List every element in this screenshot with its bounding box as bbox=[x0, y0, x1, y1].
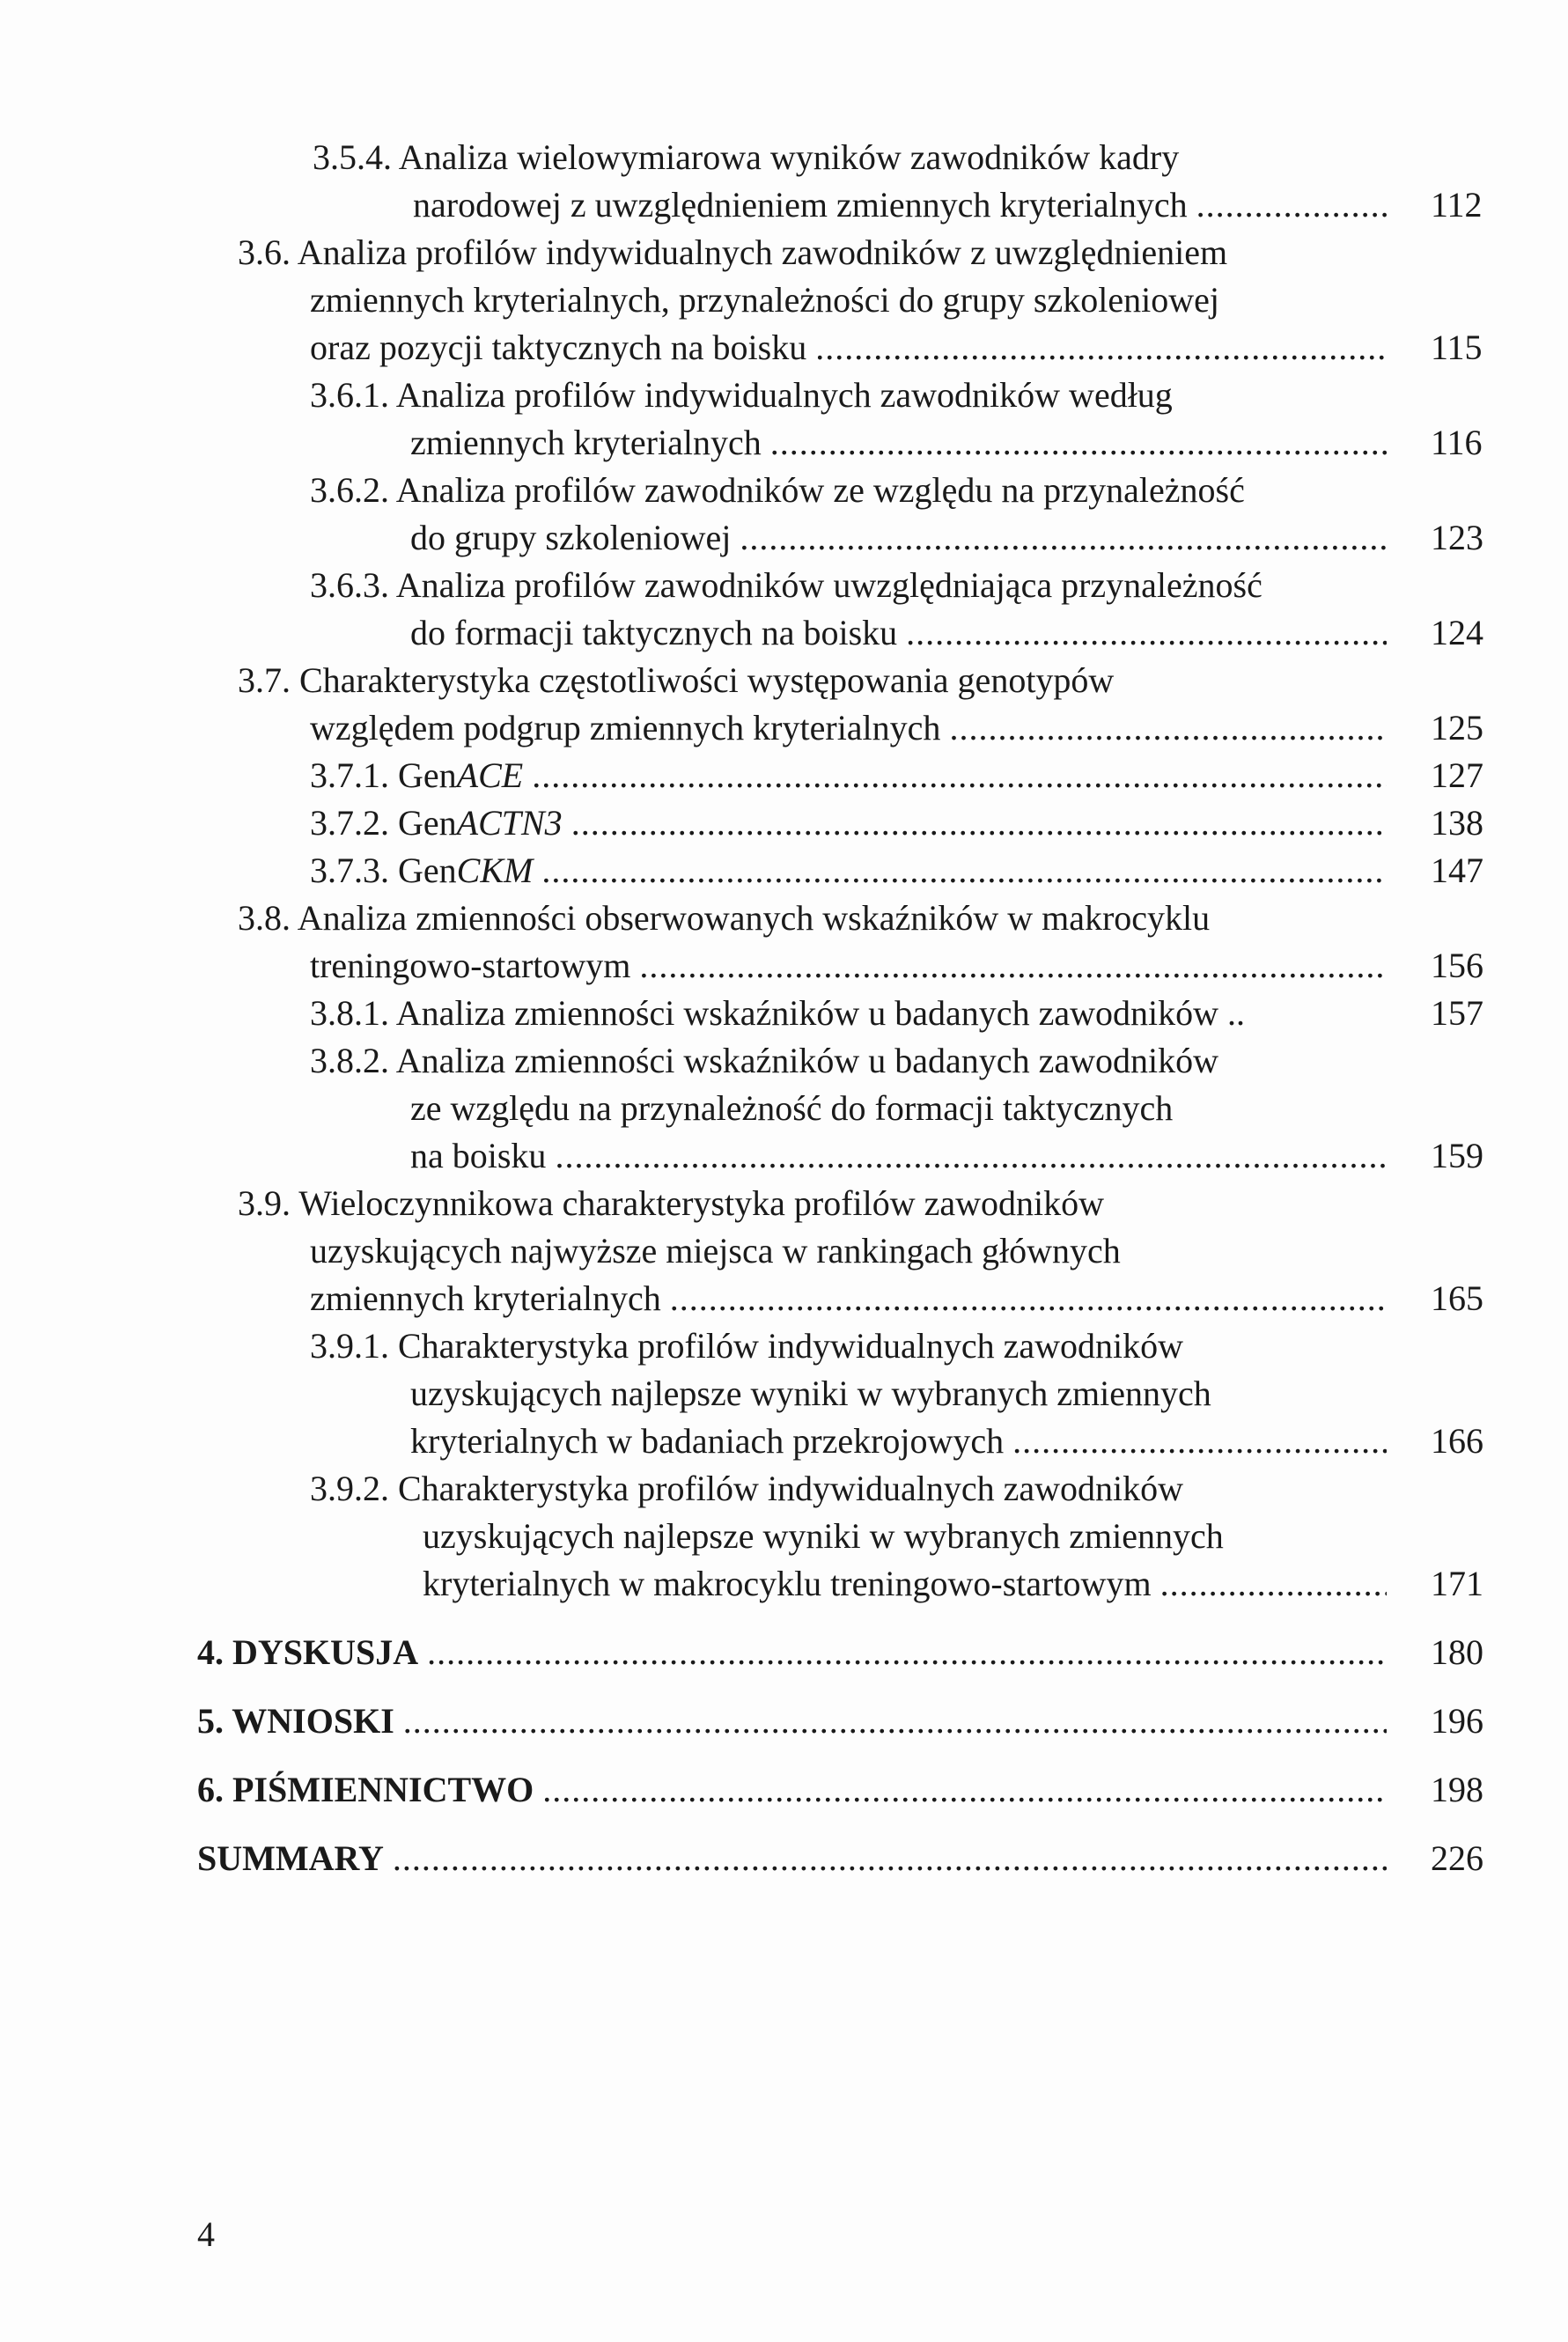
entry-title-line: uzyskujących najwyższe miejsca w rankingach głównych bbox=[310, 1231, 1121, 1270]
entry-number: 3.7.2. bbox=[310, 803, 389, 843]
entry-number: 3.6.1. bbox=[310, 375, 389, 415]
toc-entry-3-6 bbox=[238, 232, 1227, 273]
toc-entry-3-7-last-line bbox=[310, 708, 1395, 748]
entry-page: 166 bbox=[1431, 1421, 1483, 1461]
chapter-page: 180 bbox=[1431, 1632, 1483, 1672]
entry-title-line: Analiza zmienności obserwowanych wskaźników w makrocyklu bbox=[297, 898, 1211, 938]
dot-leader bbox=[906, 613, 1387, 653]
chapter-label: SUMMARY bbox=[197, 1838, 384, 1878]
entry-title-line: zmiennych kryterialnych, przynależności do grupy szkoleniowej bbox=[310, 280, 1219, 320]
entry-title-line: Analiza profilów indywidualnych zawodników według bbox=[395, 375, 1173, 415]
dot-leader bbox=[949, 708, 1387, 748]
dot-leader bbox=[770, 423, 1387, 463]
entry-title-line: Analiza profilów indywidualnych zawodników z uwzględnieniem bbox=[297, 232, 1228, 272]
toc-entry-3-6-1 bbox=[310, 375, 1173, 416]
entry-title bbox=[310, 851, 533, 891]
dot-leader bbox=[393, 1838, 1387, 1879]
entry-page: 127 bbox=[1431, 755, 1483, 795]
toc-entry-3-6-2-last-line bbox=[410, 518, 1395, 558]
dot-leader bbox=[1196, 185, 1387, 225]
entry-title-line: Charakterystyka częstotliwości występowania genotypów bbox=[299, 660, 1115, 700]
entry-page: 125 bbox=[1431, 708, 1483, 748]
entry-number: 3.7. bbox=[238, 660, 291, 700]
entry-page: 157 bbox=[1431, 993, 1483, 1033]
dot-leader bbox=[403, 1701, 1387, 1742]
entry-number: 3.9. bbox=[238, 1183, 291, 1223]
toc-entry-3-9 bbox=[238, 1183, 1104, 1224]
entry-page: 115 bbox=[1431, 328, 1483, 367]
dot-leader bbox=[542, 1770, 1387, 1810]
entry-number: 3.6.2. bbox=[310, 470, 389, 510]
entry-title-line: Wieloczynnikowa charakterystyka profilów zawodników bbox=[298, 1183, 1105, 1223]
toc-entry-3-9-2 bbox=[310, 1469, 1183, 1509]
toc-entry-3-5-4-last-line bbox=[413, 185, 1395, 225]
dot-leader bbox=[555, 1136, 1387, 1176]
entry-title-line: względem podgrup zmiennych kryterialnych bbox=[310, 708, 941, 748]
toc-entry-3-5-4 bbox=[313, 137, 1179, 178]
entry-title-line: Charakterystyka profilów indywidualnych zawodników bbox=[398, 1326, 1184, 1366]
dot-leader bbox=[670, 1278, 1387, 1319]
toc-chapter-summary bbox=[197, 1838, 1395, 1879]
entry-title-line: Analiza zmienności wskaźników u badanych zawodników bbox=[395, 1041, 1218, 1080]
entry-number: 3.7.3. bbox=[310, 851, 389, 890]
toc-chapter-wnioski bbox=[197, 1701, 1395, 1742]
entry-title-line: Analiza zmienności wskaźników u badanych zawodników .. bbox=[395, 993, 1245, 1033]
entry-number: 3.8. bbox=[238, 898, 291, 938]
gene-name: ACE bbox=[456, 755, 524, 795]
dot-leader bbox=[815, 328, 1387, 368]
toc-entry-3-9-2-last-line bbox=[423, 1564, 1395, 1604]
entry-title-line: na boisku bbox=[410, 1136, 547, 1175]
toc-chapter-dyskusja bbox=[197, 1632, 1395, 1673]
entry-title-line: do grupy szkoleniowej bbox=[410, 518, 732, 557]
toc-entry-3-6-3 bbox=[310, 565, 1262, 606]
entry-page: 123 bbox=[1431, 518, 1483, 557]
toc-entry-3-8-1 bbox=[310, 993, 1245, 1034]
toc-entry-3-7-2 bbox=[310, 803, 1395, 843]
entry-prefix: Gen bbox=[398, 803, 457, 843]
entry-prefix: Gen bbox=[398, 851, 457, 890]
entry-number: 3.6.3. bbox=[310, 565, 389, 605]
chapter-label: 4. DYSKUSJA bbox=[197, 1632, 419, 1672]
dot-leader bbox=[1160, 1564, 1387, 1604]
chapter-label: 5. WNIOSKI bbox=[197, 1701, 394, 1741]
entry-title bbox=[310, 755, 523, 796]
toc-chapter-pismiennictwo bbox=[197, 1770, 1395, 1810]
entry-title-line: Analiza profilów zawodników uwzględniająca przynależność bbox=[395, 565, 1262, 605]
dot-leader bbox=[740, 518, 1387, 558]
entry-prefix: Gen bbox=[398, 755, 457, 795]
entry-title-line: ze względu na przynależność do formacji taktycznych bbox=[410, 1088, 1174, 1128]
entry-number: 3.6. bbox=[238, 232, 291, 272]
entry-title-line: Analiza profilów zawodników ze względu na przynależność bbox=[395, 470, 1245, 510]
entry-page: 112 bbox=[1431, 185, 1483, 225]
chapter-page: 198 bbox=[1431, 1770, 1483, 1809]
entry-page: 159 bbox=[1431, 1136, 1483, 1175]
entry-page: 171 bbox=[1431, 1564, 1483, 1603]
entry-title-line: kryterialnych w makrocyklu treningowo-startowym bbox=[423, 1564, 1152, 1603]
dot-leader bbox=[571, 803, 1387, 843]
chapter-page: 226 bbox=[1431, 1838, 1483, 1878]
dot-leader bbox=[541, 851, 1387, 891]
entry-page: 156 bbox=[1431, 946, 1483, 985]
entry-page: 147 bbox=[1431, 851, 1483, 890]
entry-number: 3.9.2. bbox=[310, 1469, 389, 1508]
toc-entry-3-7-3 bbox=[310, 851, 1395, 891]
entry-title-line: narodowej z uwzględnieniem zmiennych kryterialnych bbox=[413, 185, 1188, 225]
gene-name: CKM bbox=[456, 851, 534, 890]
toc-entry-3-7 bbox=[238, 660, 1114, 701]
entry-title-line: do formacji taktycznych na boisku bbox=[410, 613, 898, 652]
entry-number: 3.7.1. bbox=[310, 755, 389, 795]
toc-entry-3-6-2 bbox=[310, 470, 1245, 511]
dot-leader bbox=[427, 1632, 1387, 1673]
toc-entry-3-9-1-last-line bbox=[410, 1421, 1395, 1462]
chapter-page: 196 bbox=[1431, 1701, 1483, 1741]
entry-title-line: zmiennych kryterialnych bbox=[410, 423, 762, 462]
entry-title bbox=[310, 803, 563, 843]
entry-title-line: uzyskujących najlepsze wyniki w wybranych zmiennych bbox=[410, 1374, 1211, 1413]
entry-page: 165 bbox=[1431, 1278, 1483, 1318]
dot-leader bbox=[639, 946, 1387, 986]
entry-title-line: Charakterystyka profilów indywidualnych zawodników bbox=[398, 1469, 1184, 1508]
entry-number: 3.8.1. bbox=[310, 993, 389, 1033]
toc-entry-3-8-2 bbox=[310, 1041, 1218, 1081]
entry-title-line: Analiza wielowymiarowa wyników zawodników kadry bbox=[398, 137, 1180, 177]
toc-entry-3-8-2-last-line bbox=[410, 1136, 1395, 1176]
entry-title-line: oraz pozycji taktycznych na boisku bbox=[310, 328, 807, 367]
entry-page: 116 bbox=[1431, 423, 1483, 462]
entry-number: 3.8.2. bbox=[310, 1041, 389, 1080]
entry-number: 3.5.4. bbox=[313, 137, 392, 177]
page-number: 4 bbox=[197, 2214, 215, 2254]
toc-entry-3-6-1-last-line bbox=[410, 423, 1395, 463]
gene-name: ACTN3 bbox=[456, 803, 563, 843]
entry-title-line: kryterialnych w badaniach przekrojowych bbox=[410, 1421, 1005, 1461]
chapter-label: 6. PIŚMIENNICTWO bbox=[197, 1770, 534, 1809]
toc-entry-3-9-1 bbox=[310, 1326, 1183, 1366]
entry-page: 138 bbox=[1431, 803, 1483, 843]
entry-title-line: treningowo-startowym bbox=[310, 946, 631, 985]
entry-number: 3.9.1. bbox=[310, 1326, 389, 1366]
toc-entry-3-6-3-last-line bbox=[410, 613, 1395, 653]
toc-entry-3-6-last-line bbox=[310, 328, 1395, 368]
entry-page: 124 bbox=[1431, 613, 1483, 652]
entry-title-line: uzyskujących najlepsze wyniki w wybranych zmiennych bbox=[423, 1516, 1224, 1556]
toc-entry-3-8 bbox=[238, 898, 1210, 939]
toc-entry-3-9-last-line bbox=[310, 1278, 1395, 1319]
toc-entry-3-7-1 bbox=[310, 755, 1395, 796]
toc-entry-3-8-last-line bbox=[310, 946, 1395, 986]
dot-leader bbox=[1012, 1421, 1387, 1462]
dot-leader bbox=[532, 755, 1387, 796]
entry-title-line: zmiennych kryterialnych bbox=[310, 1278, 661, 1318]
